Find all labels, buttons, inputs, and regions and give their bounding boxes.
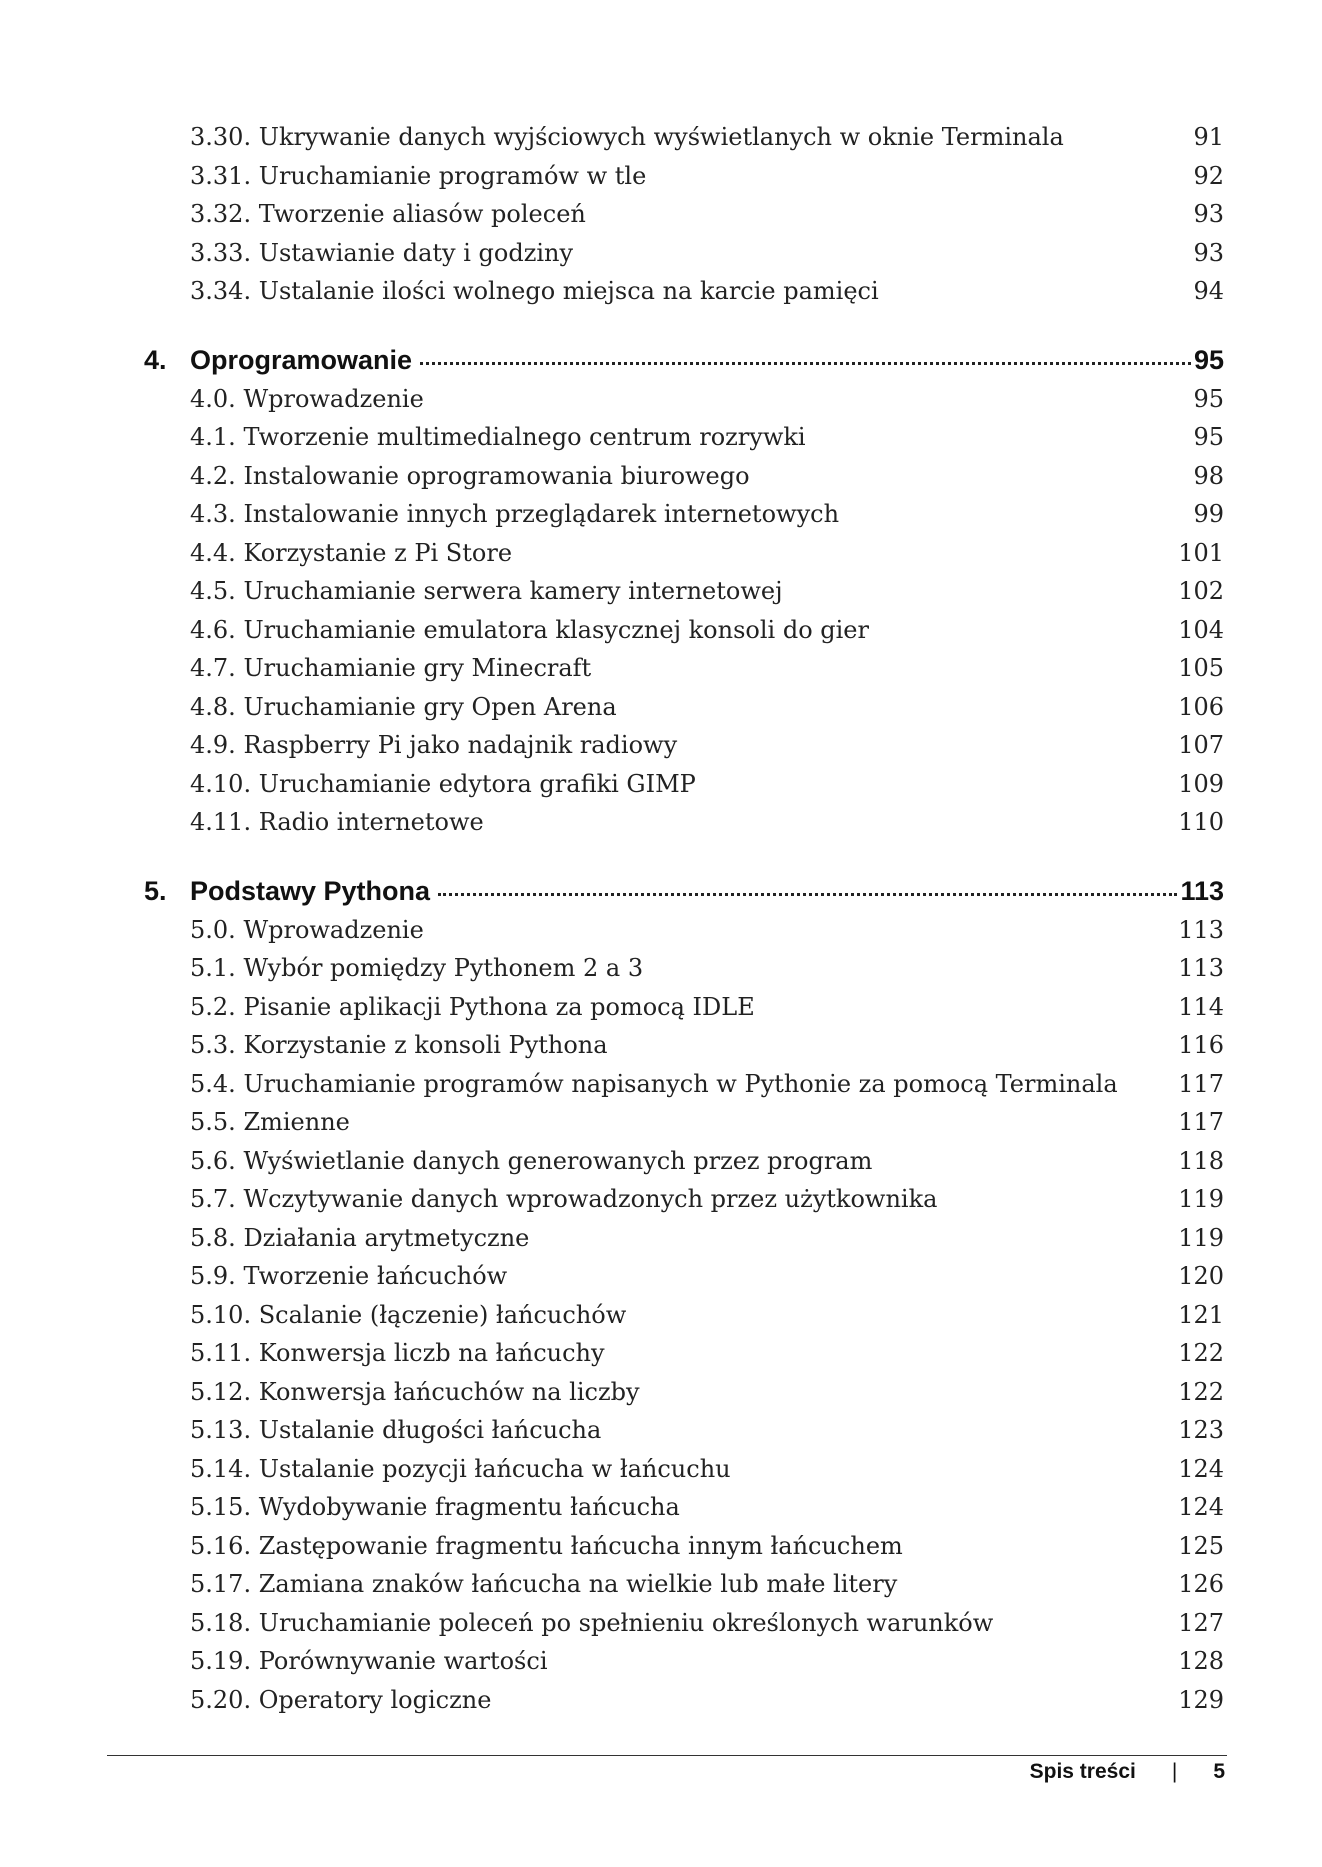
toc-entry-title — [190, 495, 839, 534]
toc-entry-page: 92 — [1193, 161, 1224, 190]
toc-entry — [144, 157, 1224, 196]
toc-entry-title — [190, 118, 1064, 157]
toc-entry-page: 117 — [1178, 1108, 1224, 1136]
toc-entry-text: Zastępowanie fragmentu łańcucha innym łańcuchem — [258, 1531, 903, 1560]
toc-entry-title — [190, 911, 424, 950]
footer-section-title: Spis treści — [1029, 1760, 1136, 1783]
toc-entry-text: Wprowadzenie — [243, 915, 424, 944]
toc-entry — [144, 1219, 1224, 1258]
toc-entry — [144, 611, 1224, 650]
toc-entry-number: 5.2. — [190, 992, 236, 1021]
toc-entry-page: 91 — [1193, 123, 1224, 151]
toc-entry-text: Korzystanie z Pi Store — [243, 538, 513, 567]
toc-entry-title — [190, 1334, 605, 1373]
toc-entry-number: 3.33. — [190, 238, 252, 267]
toc-entry-text: Zmienne — [243, 1108, 350, 1136]
toc-entry-text: Uruchamianie gry Minecraft — [243, 654, 592, 682]
toc-entry-title — [190, 418, 806, 457]
toc-entry-text: Ukrywanie danych wyjściowych wyświetlanych w oknie Terminala — [258, 123, 1064, 151]
toc-entry-number: 5.17. — [190, 1570, 252, 1598]
toc-entry-text: Wybór pomiędzy Pythonem 2 a 3 — [243, 954, 644, 982]
chapter-title: Podstawy Pythona — [190, 875, 431, 906]
toc-entry-text: Tworzenie aliasów poleceń — [258, 200, 586, 228]
toc-entry-number: 5.4. — [190, 1069, 236, 1098]
chapter-page: 95 — [1193, 344, 1224, 375]
toc-entry-text: Konwersja łańcuchów na liczby — [258, 1377, 640, 1406]
toc-entry — [144, 195, 1224, 234]
toc-entry — [144, 1296, 1224, 1335]
toc-entry-page: 124 — [1178, 1493, 1224, 1521]
toc-entry — [144, 1026, 1224, 1065]
toc-entry-page: 107 — [1178, 731, 1224, 759]
toc-entry — [144, 534, 1224, 573]
toc-entry-page: 123 — [1178, 1416, 1224, 1444]
toc-entry — [144, 572, 1224, 611]
toc-entry-title — [190, 380, 424, 419]
toc-entry — [144, 1527, 1224, 1566]
toc-entry-text: Tworzenie multimedialnego centrum rozrywki — [243, 423, 806, 451]
toc-entry-title — [190, 649, 591, 688]
toc-entry — [144, 988, 1224, 1027]
toc-entry-title — [190, 1642, 548, 1681]
toc-entry-text: Raspberry Pi jako nadajnik radiowy — [243, 731, 678, 759]
toc-entry-page: 109 — [1178, 769, 1224, 798]
toc-entry — [144, 1565, 1224, 1604]
toc-entry-number: 3.31. — [190, 161, 252, 190]
toc-entry-title — [190, 1373, 640, 1412]
toc-entry-page: 119 — [1178, 1223, 1224, 1252]
toc-entry-title — [190, 726, 677, 765]
toc-entry-page: 94 — [1193, 277, 1224, 305]
toc-entry-title — [190, 949, 643, 988]
toc-entry-title — [190, 803, 484, 842]
footer-rule — [107, 1755, 1227, 1756]
toc-entry-page: 124 — [1178, 1454, 1224, 1483]
toc-entry-text: Uruchamianie serwera kamery internetowej — [243, 577, 783, 605]
toc-entry — [144, 234, 1224, 273]
toc-entry — [144, 1180, 1224, 1219]
toc-entry-text: Pisanie aplikacji Pythona za pomocą IDLE — [243, 992, 755, 1021]
toc-entry-text: Tworzenie łańcuchów — [243, 1262, 508, 1290]
toc-entry-number: 5.6. — [190, 1146, 236, 1175]
toc-entry-page: 128 — [1178, 1647, 1224, 1675]
footer-separator: | — [1171, 1760, 1178, 1783]
toc-entry-title — [190, 1103, 350, 1142]
toc-entry-text: Scalanie (łączenie) łańcuchów — [258, 1300, 627, 1329]
toc-entry-page: 95 — [1193, 423, 1224, 451]
toc-entry — [144, 1334, 1224, 1373]
toc-entry-title — [190, 1488, 680, 1527]
toc-entry-page: 117 — [1178, 1069, 1224, 1098]
toc-entry-text: Uruchamianie programów napisanych w Pythonie za pomocą Terminala — [243, 1069, 1118, 1098]
toc-entry-text: Ustalanie długości łańcucha — [258, 1416, 602, 1444]
toc-entry — [144, 688, 1224, 727]
toc-entry-title — [190, 1142, 872, 1181]
toc-entry-number: 4.10. — [190, 769, 252, 798]
toc-entry-page: 93 — [1193, 238, 1224, 267]
toc-entry-number: 5.18. — [190, 1608, 252, 1637]
toc-entry-title — [190, 1065, 1118, 1104]
toc-entry — [144, 726, 1224, 765]
toc-entry-text: Ustawianie daty i godziny — [258, 238, 574, 267]
toc-entry-number: 5.12. — [190, 1377, 252, 1406]
toc-entry-title — [190, 572, 783, 611]
toc-entry — [144, 118, 1224, 157]
toc-entry-text: Uruchamianie poleceń po spełnieniu określonych warunków — [258, 1608, 994, 1637]
toc-entry-page: 104 — [1178, 615, 1224, 644]
toc-entry — [144, 1450, 1224, 1489]
lead-entries — [144, 118, 1224, 311]
toc-entry-title — [190, 1219, 529, 1258]
toc-entry-title — [190, 234, 573, 273]
toc-entry-title — [190, 1296, 626, 1335]
toc-entry-number: 3.34. — [190, 277, 252, 305]
toc-entry-page: 106 — [1178, 692, 1224, 721]
toc-entry-number: 4.6. — [190, 615, 236, 644]
toc-entry-number: 5.3. — [190, 1031, 236, 1059]
toc-entry — [144, 1681, 1224, 1720]
toc-entry-title — [190, 1450, 731, 1489]
toc-entry-title — [190, 1565, 897, 1604]
toc-entry — [144, 1411, 1224, 1450]
toc-entry-page: 114 — [1178, 992, 1224, 1021]
toc-entry-page: 105 — [1178, 654, 1224, 682]
toc-entry — [144, 1065, 1224, 1104]
toc-entry-page: 113 — [1178, 915, 1224, 944]
toc-entry-number: 4.9. — [190, 731, 236, 759]
toc-entry — [144, 911, 1224, 950]
toc-entry-page: 122 — [1178, 1339, 1224, 1367]
toc-entry-text: Wyświetlanie danych generowanych przez program — [243, 1146, 873, 1175]
toc-entry-title — [190, 1411, 601, 1450]
toc-entry-number: 5.19. — [190, 1647, 252, 1675]
toc-entry-page: 119 — [1178, 1185, 1224, 1213]
toc-entry-number: 5.5. — [190, 1108, 236, 1136]
toc-entry-text: Ustalanie pozycji łańcucha w łańcuchu — [258, 1454, 731, 1483]
chapter-page: 113 — [1180, 875, 1224, 906]
chapter-number: 5. — [144, 875, 167, 906]
toc-entry-page: 101 — [1178, 538, 1224, 567]
toc-entry-text: Ustalanie ilości wolnego miejsca na karcie pamięci — [258, 277, 879, 305]
toc-entry-number: 5.9. — [190, 1262, 236, 1290]
toc-entry-number: 5.14. — [190, 1454, 252, 1483]
toc-entry-text: Operatory logiczne — [258, 1685, 492, 1714]
toc-entry-text: Instalowanie innych przeglądarek internetowych — [243, 500, 840, 528]
toc-entry-number: 4.5. — [190, 577, 236, 605]
toc-entry-text: Korzystanie z konsoli Pythona — [243, 1031, 608, 1059]
toc-entry — [144, 1257, 1224, 1296]
toc-entry-page: 129 — [1178, 1685, 1224, 1714]
toc-entry-number: 3.32. — [190, 200, 252, 228]
toc-entry — [144, 1103, 1224, 1142]
toc-entry-page: 126 — [1178, 1570, 1224, 1598]
toc-entry-page: 95 — [1193, 384, 1224, 413]
toc-entry — [144, 380, 1224, 419]
toc-entry-number: 4.1. — [190, 423, 236, 451]
toc-entry-text: Wprowadzenie — [243, 384, 424, 413]
toc-entry — [144, 495, 1224, 534]
toc-entry-title — [190, 765, 696, 804]
toc-entry-title — [190, 1257, 507, 1296]
toc-entry-title — [190, 157, 646, 196]
toc-entry-text: Uruchamianie emulatora klasycznej konsoli do gier — [243, 615, 869, 644]
toc-entry-page: 116 — [1178, 1031, 1224, 1059]
toc-entry-text: Wczytywanie danych wprowadzonych przez użytkownika — [243, 1185, 938, 1213]
toc-entry-number: 4.4. — [190, 538, 236, 567]
toc-entry-title — [190, 1604, 993, 1643]
toc-entry — [144, 457, 1224, 496]
toc-entry-number: 5.11. — [190, 1339, 252, 1367]
toc-entry-text: Wydobywanie fragmentu łańcucha — [258, 1493, 680, 1521]
toc-entry-page: 121 — [1178, 1300, 1224, 1329]
toc-entry-title — [190, 1180, 937, 1219]
toc-entry-title — [190, 534, 512, 573]
toc-entry-page: 99 — [1193, 500, 1224, 528]
toc-entry — [144, 765, 1224, 804]
chapter-title: Oprogramowanie — [190, 344, 413, 375]
toc-entry — [144, 1142, 1224, 1181]
toc-entry-page: 118 — [1178, 1146, 1224, 1175]
toc-entry — [144, 949, 1224, 988]
toc-entry-number: 5.13. — [190, 1416, 252, 1444]
toc-entry-page: 113 — [1178, 954, 1224, 982]
toc-entry-title — [190, 272, 879, 311]
toc-entry-title — [190, 1681, 491, 1720]
toc-entry-title — [190, 688, 617, 727]
toc-entry-number: 5.1. — [190, 954, 236, 982]
toc-entry-title — [190, 1026, 608, 1065]
toc-entry — [144, 272, 1224, 311]
toc-entry-number: 5.16. — [190, 1531, 252, 1560]
toc-entry — [144, 1373, 1224, 1412]
toc-entry-text: Uruchamianie programów w tle — [258, 161, 647, 190]
chapter-heading — [144, 871, 1224, 911]
chapter-entries — [144, 911, 1224, 1720]
table-of-contents — [144, 118, 1224, 1719]
toc-entry-page: 125 — [1178, 1531, 1224, 1560]
toc-entry-number: 5.10. — [190, 1300, 252, 1329]
toc-entry-number: 4.0. — [190, 384, 236, 413]
toc-entry-page: 110 — [1178, 808, 1224, 836]
toc-entry — [144, 1604, 1224, 1643]
toc-entry-number: 5.8. — [190, 1223, 236, 1252]
toc-entry-text: Uruchamianie edytora grafiki GIMP — [258, 769, 696, 798]
page-number: 5 — [1213, 1760, 1225, 1783]
toc-entry-page: 93 — [1193, 200, 1224, 228]
toc-entry-text: Porównywanie wartości — [258, 1647, 548, 1675]
toc-entry — [144, 803, 1224, 842]
toc-entry-page: 127 — [1178, 1608, 1224, 1637]
toc-entry — [144, 649, 1224, 688]
toc-entry-text: Konwersja liczb na łańcuchy — [258, 1339, 605, 1367]
toc-entry-page: 98 — [1193, 461, 1224, 490]
chapter-heading — [144, 340, 1224, 380]
toc-entry-number: 5.15. — [190, 1493, 252, 1521]
toc-entry-text: Zamiana znaków łańcucha na wielkie lub małe litery — [258, 1570, 898, 1598]
chapter-entries — [144, 380, 1224, 842]
toc-entry-text: Instalowanie oprogramowania biurowego — [243, 461, 750, 490]
toc-entry-text: Działania arytmetyczne — [243, 1223, 530, 1252]
toc-entry-number: 5.7. — [190, 1185, 236, 1213]
toc-entry-number: 4.2. — [190, 461, 236, 490]
toc-entry-page: 102 — [1178, 577, 1224, 605]
toc-entry-number: 5.20. — [190, 1685, 252, 1714]
toc-entry-number: 4.3. — [190, 500, 236, 528]
toc-entry — [144, 1642, 1224, 1681]
toc-entry-text: Uruchamianie gry Open Arena — [243, 692, 617, 721]
toc-entry-page: 122 — [1178, 1377, 1224, 1406]
toc-entry-title — [190, 457, 750, 496]
toc-entry-number: 4.7. — [190, 654, 236, 682]
toc-entry-title — [190, 988, 755, 1027]
dot-leader — [438, 893, 1177, 896]
toc-entry-title — [190, 611, 869, 650]
toc-entry-number: 4.8. — [190, 692, 236, 721]
page-footer — [1030, 1760, 1225, 1784]
toc-entry — [144, 418, 1224, 457]
toc-entry-number: 4.11. — [190, 808, 252, 836]
toc-entry-text: Radio internetowe — [258, 808, 484, 836]
toc-entry-page: 120 — [1178, 1262, 1224, 1290]
chapter-number: 4. — [144, 344, 167, 375]
toc-entry-title — [190, 195, 586, 234]
toc-entry-title — [190, 1527, 903, 1566]
toc-entry-number: 3.30. — [190, 123, 252, 151]
toc-entry-number: 5.0. — [190, 915, 236, 944]
toc-entry — [144, 1488, 1224, 1527]
dot-leader — [420, 362, 1191, 365]
